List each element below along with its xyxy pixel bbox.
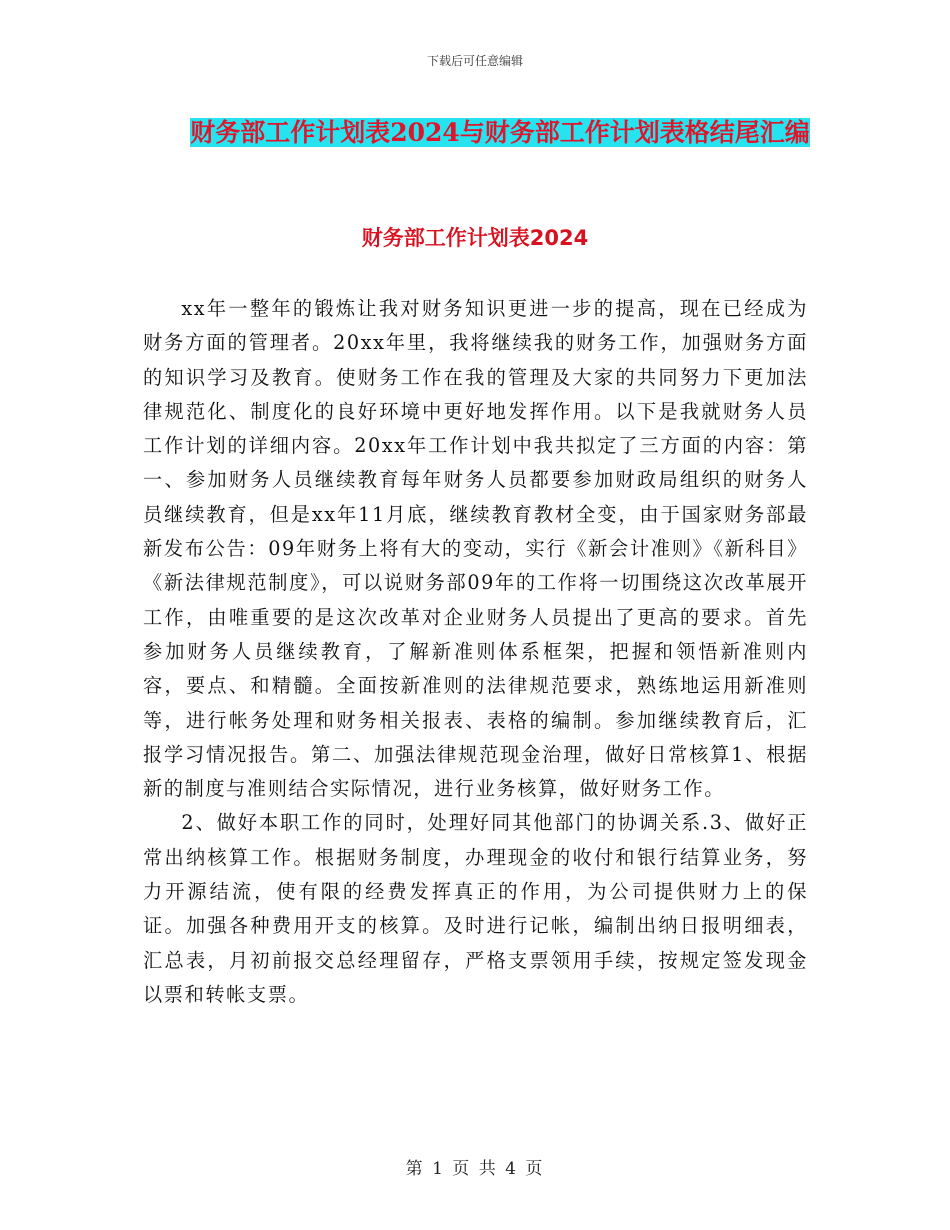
document-title [140, 110, 860, 156]
body-text [143, 292, 808, 1012]
header-note: 下载后可任意编辑 [426, 54, 523, 68]
page-footer: 第 1 页 共 4 页 [405, 1159, 545, 1179]
paragraph-1: xx年一整年的锻炼让我对财务知识更进一步的提高，现在已经成为财务方面的管理者。20xx年里，我将继续我的财务工作，加强财务方面的知识学习及教育。使财务工作在我的管理及大家的共同努力下更加法律规范化、制度化的良好环境中更好地发挥作用。以下是我就财务人员工作计划的详细内容。20xx年工作计划中我共拟定了三方面的内容：第一、参加财务人员继续教育每年财务人员都要参加财政局组织的财务人员继续教育，但是xx年11月底，继续教育教材全变，由于国家财务部最新发布公告：09年财务上将有大的变动，实行《新会计准则》《新科目》《新法律规范制度》，可以说财务部09年的工作将一切围绕这次改革展开工作，由唯重要的是这次改革对企业财务人员提出了更高的要求。首先参加财务人员继续教育，了解新准则体系框架，把握和领悟新准则内容，要点、和精髓。全面按新准则的法律规范要求，熟练地运用新准则等，进行帐务处理和财务相关报表、表格的编制。参加继续教育后，汇报学习情况报告。第二、加强法律规范现金治理，做好日常核算1、根据新的制度与准则结合实际情况，进行业务核算，做好财务工作。 [143, 297, 808, 801]
document-title-text: 财务部工作计划表2024与财务部工作计划表格结尾汇编 [190, 118, 810, 147]
section-title: 财务部工作计划表2024 [361, 226, 589, 250]
paragraph-2: 2、做好本职工作的同时，处理好同其他部门的协调关系.3、做好正常出纳核算工作。根据财务制度，办理现金的收付和银行结算业务，努力开源结流，使有限的经费发挥真正的作用，为公司提供财力上的保证。加强各种费用开支的核算。及时进行记帐，编制出纳日报明细表，汇总表，月初前报交总经理留存，严格支票领用手续，按规定签发现金以票和转帐支票。 [143, 811, 808, 1006]
